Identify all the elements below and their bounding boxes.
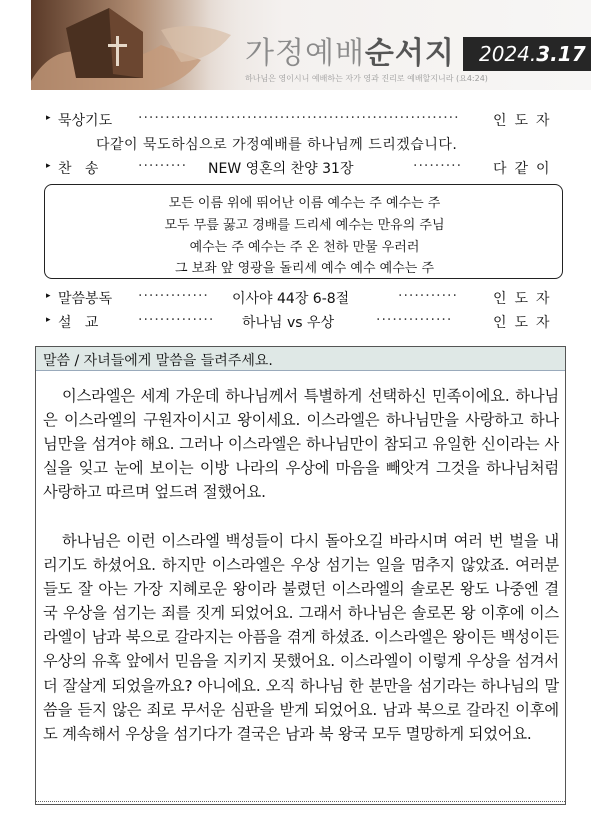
leader-dots: ···························································: [138, 110, 460, 126]
order-leader: 인도자: [493, 113, 558, 129]
order-item-reading: [46, 288, 561, 310]
hymn-lyrics-box: [44, 184, 563, 279]
bulletin-title: 가정예배순서지: [245, 36, 455, 71]
leader-dots: ···········: [398, 288, 458, 304]
lyric-line: 모두 무릎 꿇고 경배를 드리세 예수는 만유의 주님: [164, 218, 445, 233]
divider: [36, 801, 565, 802]
leader-dots: ·········: [138, 158, 188, 174]
hands-holding-church-image: [31, 0, 241, 90]
order-item-prayer: [46, 110, 561, 132]
triangle-bullet-icon: ▸: [46, 291, 51, 301]
order-leader: 다같이: [493, 161, 558, 177]
sermon-heading: 말씀 / 자녀들에게 말씀을 들려주세요.: [43, 353, 273, 369]
header-verse: 하나님은 영이시니 예배하는 자가 영과 진리로 예배할지니라 (요4:24): [245, 74, 488, 83]
triangle-bullet-icon: ▸: [46, 315, 51, 325]
order-leader: 인도자: [493, 291, 558, 307]
order-item-sermon: [46, 312, 561, 334]
prayer-instruction: 다같이 묵도하심으로 가정예배를 하나님께 드리겠습니다.: [96, 137, 458, 153]
lyric-line: 그 보좌 앞 영광을 돌리세 예수 예수 예수는 주: [174, 261, 435, 276]
triangle-bullet-icon: ▸: [46, 161, 51, 171]
leader-dots: ·········: [413, 158, 463, 174]
leader-dots: ··············: [138, 312, 215, 328]
leader-dots: ··············: [376, 312, 453, 328]
leader-dots: ·············: [138, 288, 209, 304]
order-leader: 인도자: [493, 315, 558, 331]
header-banner: [31, 0, 591, 90]
reading-passage: 이사야 44장 6-8절: [232, 291, 350, 307]
sermon-heading-bar: [36, 347, 565, 371]
lyric-line: 예수는 주 예수는 주 온 천하 만물 우러러: [189, 240, 420, 255]
sermon-box: [35, 346, 566, 805]
service-date: 2024.3.17: [479, 42, 586, 66]
lyric-line: 모든 이름 위에 뛰어난 이름 예수는 주 예수는 주: [168, 196, 441, 211]
sermon-paragraph: 하나님은 이런 이스라엘 백성들이 다시 돌아오길 바라시며 여러 번 벌을 내리기도 하셨어요. 하지만 이스라엘은 우상 섬기는 일을 멈추지 않았죠. 여러분들도 잘 아는 가장 지혜로운 왕이라 불렸던 이스라엘의 솔로몬 왕도 나중엔 결국 우상을 섬기는 죄를 짓게 되었어요. 그래서 하나님은 솔로몬 왕 이후에 이스라엘이 남과 북으로 갈라지는 아픔을 겪게 하셨죠. 이스라엘은 왕이든 백성이든 우상의 유혹 앞에서 믿음을 지키지 못했어요. 이스라엘이 이렇게 우상을 섬겨서 더 잘살게 되었을까요? 아니에요. 오직 하나님 한 분만을 섬기라는 하나님의 말씀을 듣지 않은 죄로 무서운 심판을 받게 되었어요. 남과 북으로 갈라진 이후에도 계속해서 우상을 섬기다가 결국은 남과 북 왕국 모두 멸망하게 되었어요.: [43, 532, 559, 743]
order-label: 찬 송: [58, 161, 99, 177]
hymn-title: NEW 영혼의 찬양 31장: [208, 161, 354, 177]
triangle-bullet-icon: ▸: [46, 113, 51, 123]
order-item-hymn: [46, 158, 561, 180]
order-label: 말씀봉독: [58, 291, 113, 307]
sermon-title: 하나님 vs 우상: [242, 315, 335, 331]
order-label: 묵상기도: [58, 113, 113, 129]
sermon-paragraph: 이스라엘은 세계 가운데 하나님께서 특별하게 선택하신 민족이에요. 하나님은 이스라엘의 구원자이시고 왕이세요. 이스라엘은 하나님만을 사랑하고 하나님만을 섬겨야 해요. 그러나 이스라엘은 하나님만이 참되고 유일한 신이라는 사실을 잊고 눈에 보이는 이방 나라의 우상에 마음을 빼앗겨 그것을 하나님처럼 사랑하고 따르며 엎드려 절했어요.: [43, 387, 559, 502]
order-label: 설 교: [58, 315, 99, 331]
